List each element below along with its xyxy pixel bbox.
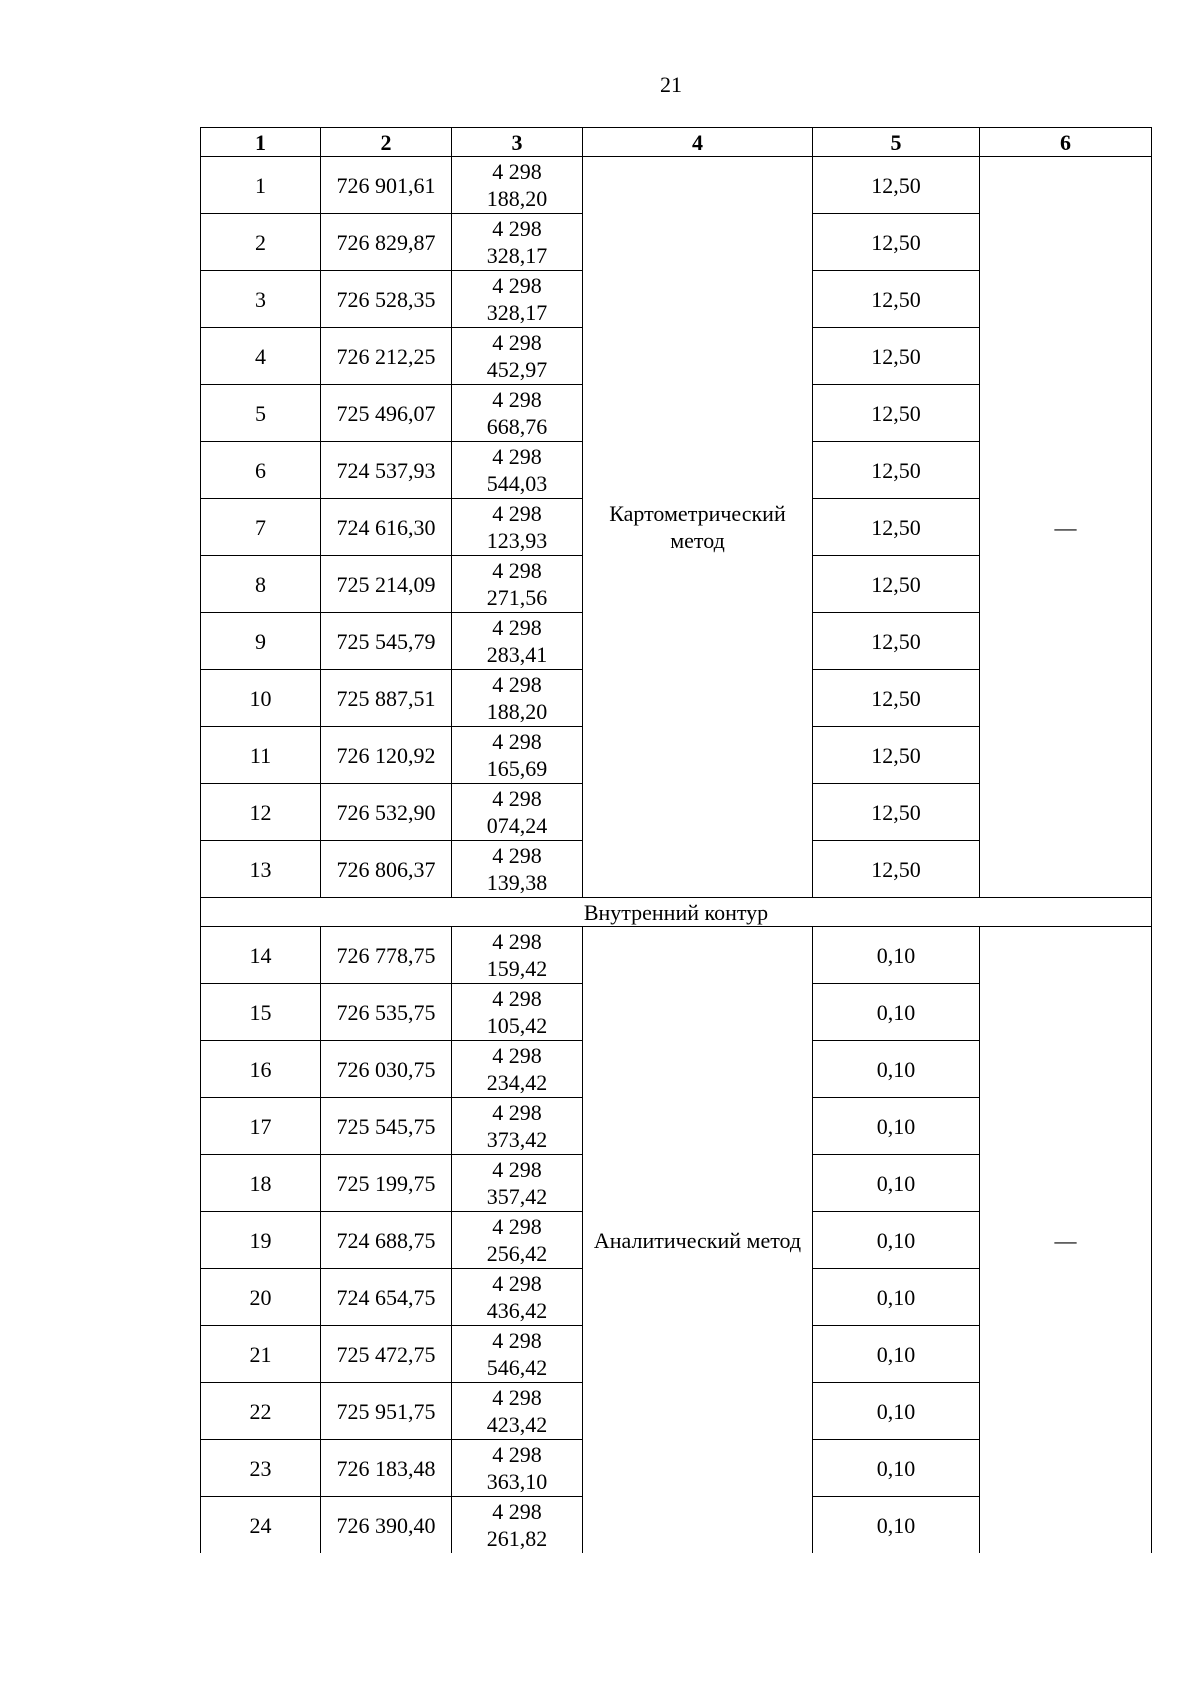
- accuracy-cell: 0,10: [813, 927, 980, 984]
- y-coordinate-fraction: 188,20: [486, 186, 548, 211]
- remark-cell: —: [980, 927, 1152, 1554]
- point-number-cell: 21: [201, 1326, 321, 1383]
- accuracy-cell: 12,50: [813, 385, 980, 442]
- x-coordinate-cell: 726 806,37: [321, 841, 452, 898]
- accuracy-cell: 0,10: [813, 1383, 980, 1440]
- y-coordinate-cell: [452, 385, 583, 442]
- y-coordinate-fraction: 139,38: [486, 870, 548, 895]
- y-coordinate-fraction: 357,42: [486, 1184, 548, 1209]
- x-coordinate-cell: 724 688,75: [321, 1212, 452, 1269]
- header-row: [201, 128, 1152, 157]
- y-coordinate-integer: 4 298: [492, 444, 542, 469]
- y-coordinate-fraction: 283,41: [486, 642, 548, 667]
- x-coordinate-cell: 725 545,75: [321, 1098, 452, 1155]
- y-coordinate-fraction: 668,76: [486, 414, 548, 439]
- point-number-cell: 19: [201, 1212, 321, 1269]
- y-coordinate-integer: 4 298: [492, 1442, 542, 1467]
- coordinates-table: [200, 127, 1152, 1553]
- y-coordinate-integer: 4 298: [492, 1214, 542, 1239]
- point-number-cell: 11: [201, 727, 321, 784]
- header-cell-6: 6: [980, 128, 1152, 157]
- point-number-cell: 1: [201, 157, 321, 214]
- accuracy-cell: 0,10: [813, 1269, 980, 1326]
- y-coordinate-cell: [452, 214, 583, 271]
- y-coordinate-fraction: 363,10: [486, 1469, 548, 1494]
- x-coordinate-cell: 726 120,92: [321, 727, 452, 784]
- point-number-cell: 18: [201, 1155, 321, 1212]
- x-coordinate-cell: 724 616,30: [321, 499, 452, 556]
- x-coordinate-cell: 726 390,40: [321, 1497, 452, 1554]
- point-number-cell: 3: [201, 271, 321, 328]
- point-number-cell: 13: [201, 841, 321, 898]
- accuracy-cell: 12,50: [813, 328, 980, 385]
- y-coordinate-integer: 4 298: [492, 501, 542, 526]
- y-coordinate-cell: [452, 613, 583, 670]
- y-coordinate-cell: [452, 1497, 583, 1554]
- y-coordinate-integer: 4 298: [492, 729, 542, 754]
- x-coordinate-cell: 726 901,61: [321, 157, 452, 214]
- x-coordinate-cell: 724 654,75: [321, 1269, 452, 1326]
- y-coordinate-cell: [452, 670, 583, 727]
- y-coordinate-cell: [452, 157, 583, 214]
- y-coordinate-cell: [452, 927, 583, 984]
- y-coordinate-cell: [452, 556, 583, 613]
- accuracy-cell: 12,50: [813, 214, 980, 271]
- header-cell-1: 1: [201, 128, 321, 157]
- point-number-cell: 5: [201, 385, 321, 442]
- x-coordinate-cell: 726 183,48: [321, 1440, 452, 1497]
- method-cell: Аналитический метод: [583, 927, 813, 1554]
- y-coordinate-integer: 4 298: [492, 1328, 542, 1353]
- accuracy-cell: 12,50: [813, 271, 980, 328]
- header-cell-2: 2: [321, 128, 452, 157]
- accuracy-cell: 0,10: [813, 984, 980, 1041]
- y-coordinate-fraction: 328,17: [486, 243, 548, 268]
- point-number-cell: 4: [201, 328, 321, 385]
- y-coordinate-integer: 4 298: [492, 387, 542, 412]
- table-row: [201, 157, 1152, 214]
- x-coordinate-cell: 725 951,75: [321, 1383, 452, 1440]
- y-coordinate-cell: [452, 1269, 583, 1326]
- x-coordinate-cell: 726 535,75: [321, 984, 452, 1041]
- y-coordinate-cell: [452, 1098, 583, 1155]
- accuracy-cell: 0,10: [813, 1098, 980, 1155]
- y-coordinate-integer: 4 298: [492, 843, 542, 868]
- x-coordinate-cell: 724 537,93: [321, 442, 452, 499]
- x-coordinate-cell: 725 496,07: [321, 385, 452, 442]
- y-coordinate-integer: 4 298: [492, 1271, 542, 1296]
- y-coordinate-fraction: 256,42: [486, 1241, 548, 1266]
- x-coordinate-cell: 725 199,75: [321, 1155, 452, 1212]
- y-coordinate-integer: 4 298: [492, 1043, 542, 1068]
- y-coordinate-fraction: 436,42: [486, 1298, 548, 1323]
- point-number-cell: 2: [201, 214, 321, 271]
- accuracy-cell: 0,10: [813, 1041, 980, 1098]
- section-title-row: [201, 898, 1152, 927]
- accuracy-cell: 0,10: [813, 1497, 980, 1554]
- y-coordinate-fraction: 544,03: [486, 471, 548, 496]
- page-number: 21: [660, 72, 682, 97]
- accuracy-cell: 12,50: [813, 670, 980, 727]
- point-number-cell: 14: [201, 927, 321, 984]
- x-coordinate-cell: 726 532,90: [321, 784, 452, 841]
- x-coordinate-cell: 725 214,09: [321, 556, 452, 613]
- accuracy-cell: 0,10: [813, 1326, 980, 1383]
- x-coordinate-cell: 726 212,25: [321, 328, 452, 385]
- accuracy-cell: 0,10: [813, 1212, 980, 1269]
- accuracy-cell: 12,50: [813, 841, 980, 898]
- y-coordinate-cell: [452, 984, 583, 1041]
- y-coordinate-integer: 4 298: [492, 558, 542, 583]
- point-number-cell: 24: [201, 1497, 321, 1554]
- y-coordinate-fraction: 261,82: [486, 1526, 548, 1551]
- point-number-cell: 8: [201, 556, 321, 613]
- accuracy-cell: 0,10: [813, 1440, 980, 1497]
- y-coordinate-fraction: 159,42: [486, 956, 548, 981]
- y-coordinate-cell: [452, 841, 583, 898]
- y-coordinate-integer: 4 298: [492, 273, 542, 298]
- y-coordinate-fraction: 188,20: [486, 699, 548, 724]
- y-coordinate-integer: 4 298: [492, 1385, 542, 1410]
- y-coordinate-fraction: 105,42: [486, 1013, 548, 1038]
- y-coordinate-cell: [452, 1440, 583, 1497]
- y-coordinate-cell: [452, 271, 583, 328]
- y-coordinate-cell: [452, 328, 583, 385]
- point-number-cell: 16: [201, 1041, 321, 1098]
- y-coordinate-integer: 4 298: [492, 672, 542, 697]
- y-coordinate-fraction: 546,42: [486, 1355, 548, 1380]
- accuracy-cell: 12,50: [813, 556, 980, 613]
- y-coordinate-fraction: 234,42: [486, 1070, 548, 1095]
- x-coordinate-cell: 725 545,79: [321, 613, 452, 670]
- method-cell: Картометрический метод: [583, 157, 813, 898]
- y-coordinate-fraction: 373,42: [486, 1127, 548, 1152]
- accuracy-cell: 12,50: [813, 157, 980, 214]
- y-coordinate-integer: 4 298: [492, 786, 542, 811]
- y-coordinate-integer: 4 298: [492, 1100, 542, 1125]
- section-title: Внутренний контур: [201, 898, 1152, 927]
- x-coordinate-cell: 726 778,75: [321, 927, 452, 984]
- y-coordinate-integer: 4 298: [492, 216, 542, 241]
- y-coordinate-fraction: 165,69: [486, 756, 548, 781]
- accuracy-cell: 12,50: [813, 784, 980, 841]
- point-number-cell: 12: [201, 784, 321, 841]
- accuracy-cell: 12,50: [813, 442, 980, 499]
- y-coordinate-integer: 4 298: [492, 1499, 542, 1524]
- x-coordinate-cell: 725 472,75: [321, 1326, 452, 1383]
- y-coordinate-cell: [452, 1212, 583, 1269]
- y-coordinate-cell: [452, 1155, 583, 1212]
- y-coordinate-cell: [452, 1326, 583, 1383]
- remark-cell: —: [980, 157, 1152, 898]
- accuracy-cell: 12,50: [813, 613, 980, 670]
- y-coordinate-fraction: 452,97: [486, 357, 548, 382]
- point-number-cell: 10: [201, 670, 321, 727]
- header-cell-5: 5: [813, 128, 980, 157]
- y-coordinate-integer: 4 298: [492, 330, 542, 355]
- point-number-cell: 6: [201, 442, 321, 499]
- y-coordinate-integer: 4 298: [492, 1157, 542, 1182]
- x-coordinate-cell: 725 887,51: [321, 670, 452, 727]
- y-coordinate-integer: 4 298: [492, 986, 542, 1011]
- point-number-cell: 20: [201, 1269, 321, 1326]
- point-number-cell: 9: [201, 613, 321, 670]
- y-coordinate-integer: 4 298: [492, 929, 542, 954]
- point-number-cell: 7: [201, 499, 321, 556]
- y-coordinate-fraction: 271,56: [486, 585, 548, 610]
- header-cell-4: 4: [583, 128, 813, 157]
- x-coordinate-cell: 726 528,35: [321, 271, 452, 328]
- point-number-cell: 17: [201, 1098, 321, 1155]
- y-coordinate-cell: [452, 727, 583, 784]
- accuracy-cell: 12,50: [813, 727, 980, 784]
- point-number-cell: 22: [201, 1383, 321, 1440]
- point-number-cell: 15: [201, 984, 321, 1041]
- table-body: [201, 157, 1152, 1554]
- table-row: [201, 927, 1152, 984]
- y-coordinate-cell: [452, 1041, 583, 1098]
- accuracy-cell: 12,50: [813, 499, 980, 556]
- header-cell-3: 3: [452, 128, 583, 157]
- y-coordinate-cell: [452, 442, 583, 499]
- y-coordinate-cell: [452, 499, 583, 556]
- y-coordinate-fraction: 423,42: [486, 1412, 548, 1437]
- point-number-cell: 23: [201, 1440, 321, 1497]
- y-coordinate-cell: [452, 1383, 583, 1440]
- x-coordinate-cell: 726 030,75: [321, 1041, 452, 1098]
- y-coordinate-fraction: 328,17: [486, 300, 548, 325]
- y-coordinate-integer: 4 298: [492, 159, 542, 184]
- y-coordinate-fraction: 074,24: [486, 813, 548, 838]
- accuracy-cell: 0,10: [813, 1155, 980, 1212]
- y-coordinate-cell: [452, 784, 583, 841]
- x-coordinate-cell: 726 829,87: [321, 214, 452, 271]
- y-coordinate-fraction: 123,93: [486, 528, 548, 553]
- y-coordinate-integer: 4 298: [492, 615, 542, 640]
